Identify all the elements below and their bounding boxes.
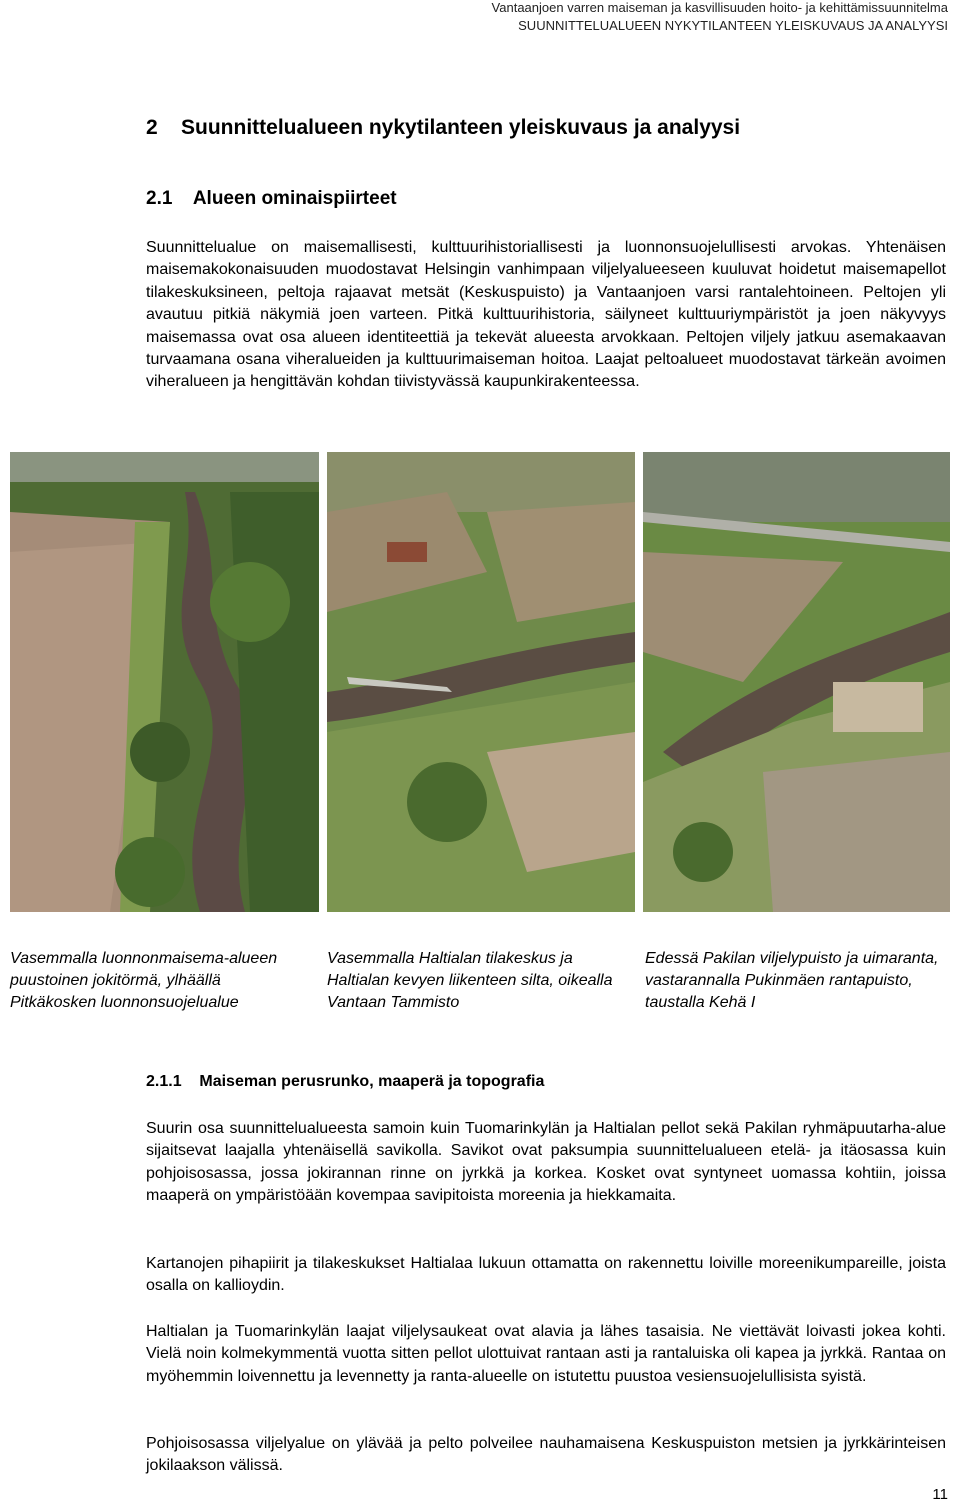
body-paragraph-3: Haltialan ja Tuomarinkylän laajat viljelysaukeat ovat alavia ja lähes tasaisia. Ne viettävät loivasti jokea kohti. Vielä noin kolmekymmentä vuotta sitten pellot ulottuivat rantaan asti ja rantaluiska oli kapea ja jyrkkä. Rantaa on myöhemmin loivennettu ja levennetty ja ranta-alueelle on istutettu puustoa vesiensuojelullisista syistä. (146, 1323, 946, 1385)
subsection-heading: 2.1.1 Maiseman perusrunko, maaperä ja topografia (146, 1073, 545, 1090)
photo-caption-middle: Vasemmalla Haltialan tilakeskus ja Haltialan kevyen liikenteen silta, oikealla Vantaan Tammisto (327, 950, 613, 1011)
body-paragraph-2: Kartanojen pihapiirit ja tilakeskukset Haltialaa lukuun ottamatta on rakennettu loiville moreenikumpareille, joista osalla on kallioydin. (146, 1255, 946, 1295)
body-paragraph-4: Pohjoisosassa viljelyalue on ylävää ja pelto polveilee nauhamaisena Keskuspuiston metsien ja jyrkkärinteisen jokilaakson välissä. (146, 1435, 946, 1475)
photo-caption-right: Edessä Pakilan viljelypuisto ja uimaranta, vastarannalla Pukinmäen rantapuisto, taustalla Kehä I (645, 950, 939, 1011)
section-heading: 2.1 Alueen ominaispiirteet (146, 188, 397, 209)
page-number: 11 (932, 1486, 948, 1503)
header-chapter-title: SUUNNITTELUALUEEN NYKYTILANTEEN YLEISKUVAUS JA ANALYYSI (518, 18, 948, 33)
aerial-photo-farm-bridge (327, 452, 635, 912)
body-paragraph-1: Suurin osa suunnittelualueesta samoin kuin Tuomarinkylän ja Haltialan pellot sekä Pakilan ryhmäpuutarha-alue sijaitsevat laajalla yhtenäisellä savikolla. Savikot ovat paksumpia suunnittelualueen etelä- ja itäosassa kuin pohjoisosassa, jossa jokirannan rinne on jyrkkä ja korkea. Kosket ovat syntyneet uomassa kohtiin, joissa maaperä on ympäristöään kovempaa savipitoista moreenia ja hiekkamaita. (146, 1120, 946, 1205)
aerial-photo-allotment-garden (643, 452, 950, 912)
aerial-photo-river-bank (10, 452, 319, 912)
header-document-title: Vantaanjoen varren maiseman ja kasvillisuuden hoito- ja kehittämissuunnitelma (491, 0, 948, 15)
intro-paragraph: Suunnittelualue on maisemallisesti, kulttuurihistoriallisesti ja luonnonsuojelullisesti arvokas. Yhtenäisen maisemakokonaisuuden muodostavat Helsingin vanhimpaan viljelyalueeseen kuuluvat hoidetut maisemapellot tilakeskuksineen, peltoja rajaavat metsät (Keskuspuisto) ja Vantaanjoen varsi rantalehtoineen. Peltojen yli avautuu pitkiä näkymiä joen varteen. Pitkä kulttuurihistoria, säilyneet kulttuuriympäristöt ja joen näkyvyys maisemassa ovat osa alueen identiteettiä ja tekevät alueesta arvokkaan. Peltojen viljely jatkuu asemakaavan turvaamana osana viheralueiden ja kulttuurimaiseman hoitoa. Laajat peltoalueet muodostavat tärkeän avoimen viheralueen ja hengittävän kohdan tiivistyvässä kaupunkirakenteessa. (146, 239, 946, 391)
chapter-heading: 2 Suunnittelualueen nykytilanteen yleiskuvaus ja analyysi (146, 116, 741, 139)
photo-caption-left: Vasemmalla luonnonmaisema-alueen puustoinen jokitörmä, ylhäällä Pitkäkosken luonnonsuojelualue (10, 950, 278, 1011)
